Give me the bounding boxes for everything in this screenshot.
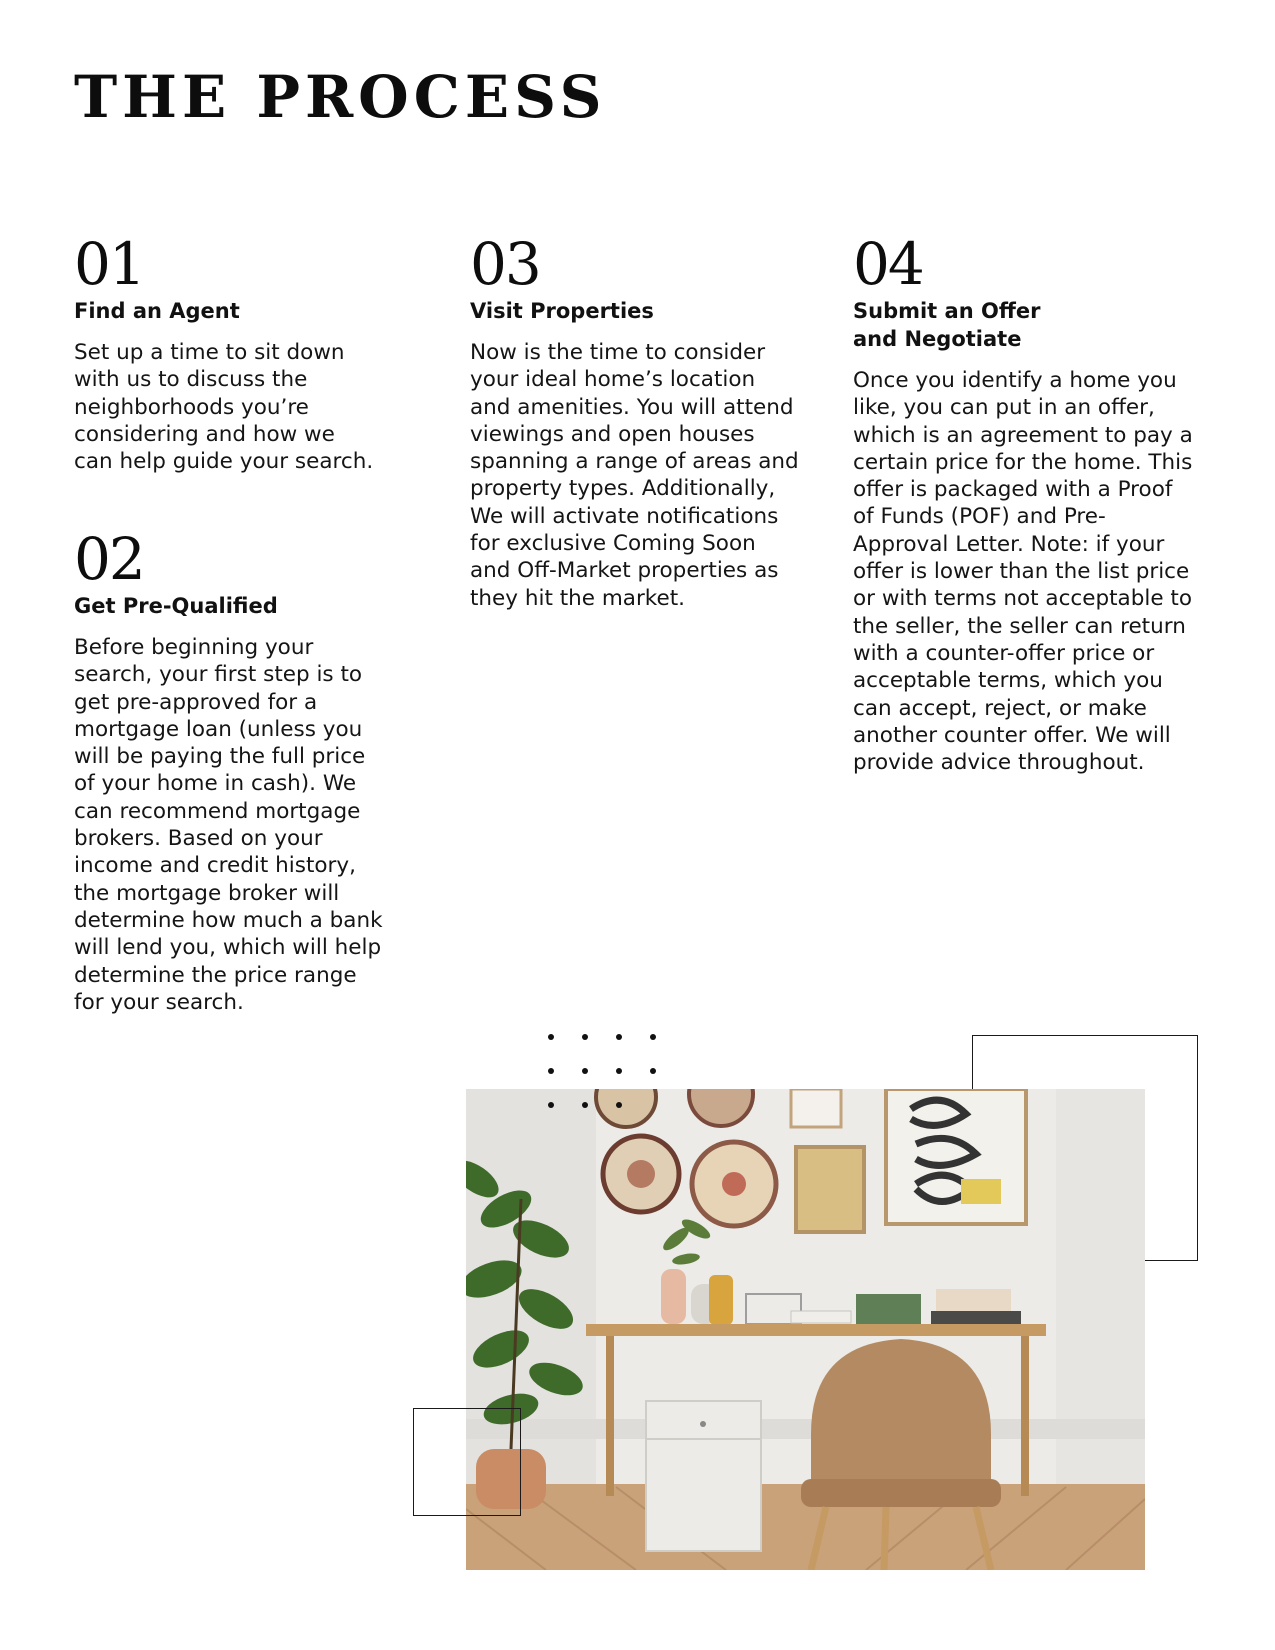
- dot: [548, 1034, 554, 1040]
- decorative-frame-bottom-left: [413, 1408, 521, 1516]
- step-body: Once you identify a home you like, you can put in an offer, which is an agreement to pay a certain price for the home. This offer is packaged with a Proof of Funds (POF) and Pre-Approval Letter. Note: if your offer is lower than the list price or with terms not acceptable to the seller, the seller can return with a counter-offer price or acceptable terms, which you can accept, reject, or make another counter offer. We will provide advice throughout.: [853, 368, 1193, 776]
- dot: [616, 1102, 622, 1108]
- step-body: Before beginning your search, your first step is to get pre-approved for a mortgage loan (unless you will be paying the full price of your home in cash). We can recommend mortgage brokers. Based on your income and credit history, the mortgage broker will determine how much a bank will lend you, which will help determine the price range for your search.: [74, 635, 383, 1015]
- dot: [650, 1034, 656, 1040]
- dot: [582, 1034, 588, 1040]
- step-body: Set up a time to sit down with us to discuss the neighborhoods you’re considering and how we can help guide your search.: [74, 340, 374, 475]
- step-heading: Submit an Offer and Negotiate: [853, 299, 1041, 351]
- step-number: 01: [74, 230, 144, 298]
- dot: [616, 1034, 622, 1040]
- step-number: 02: [74, 525, 144, 593]
- dot: [616, 1068, 622, 1074]
- step-heading: Find an Agent: [74, 299, 240, 323]
- decorative-dot-grid: [548, 1034, 658, 1114]
- dot: [582, 1068, 588, 1074]
- step-heading: Get Pre-Qualified: [74, 594, 278, 618]
- step-find-agent: [74, 230, 374, 489]
- home-office-photo: [466, 1089, 1145, 1570]
- dot: [650, 1068, 656, 1074]
- step-number: 04: [853, 230, 923, 298]
- step-get-pre-qualified: [74, 525, 384, 1016]
- dot: [582, 1102, 588, 1108]
- step-submit-offer: [853, 230, 1193, 776]
- step-body: Now is the time to consider your ideal home’s location and amenities. You will attend viewings and open houses spanning a range of areas and property types. Additionally, We will activate notifications for exclusive Coming Soon and Off-Market properties as they hit the market.: [470, 340, 799, 611]
- step-visit-properties: [470, 230, 800, 612]
- dot: [548, 1068, 554, 1074]
- step-heading: Visit Properties: [470, 299, 654, 323]
- step-number: 03: [470, 230, 540, 298]
- page-title: THE PROCESS: [74, 63, 607, 131]
- dot: [548, 1102, 554, 1108]
